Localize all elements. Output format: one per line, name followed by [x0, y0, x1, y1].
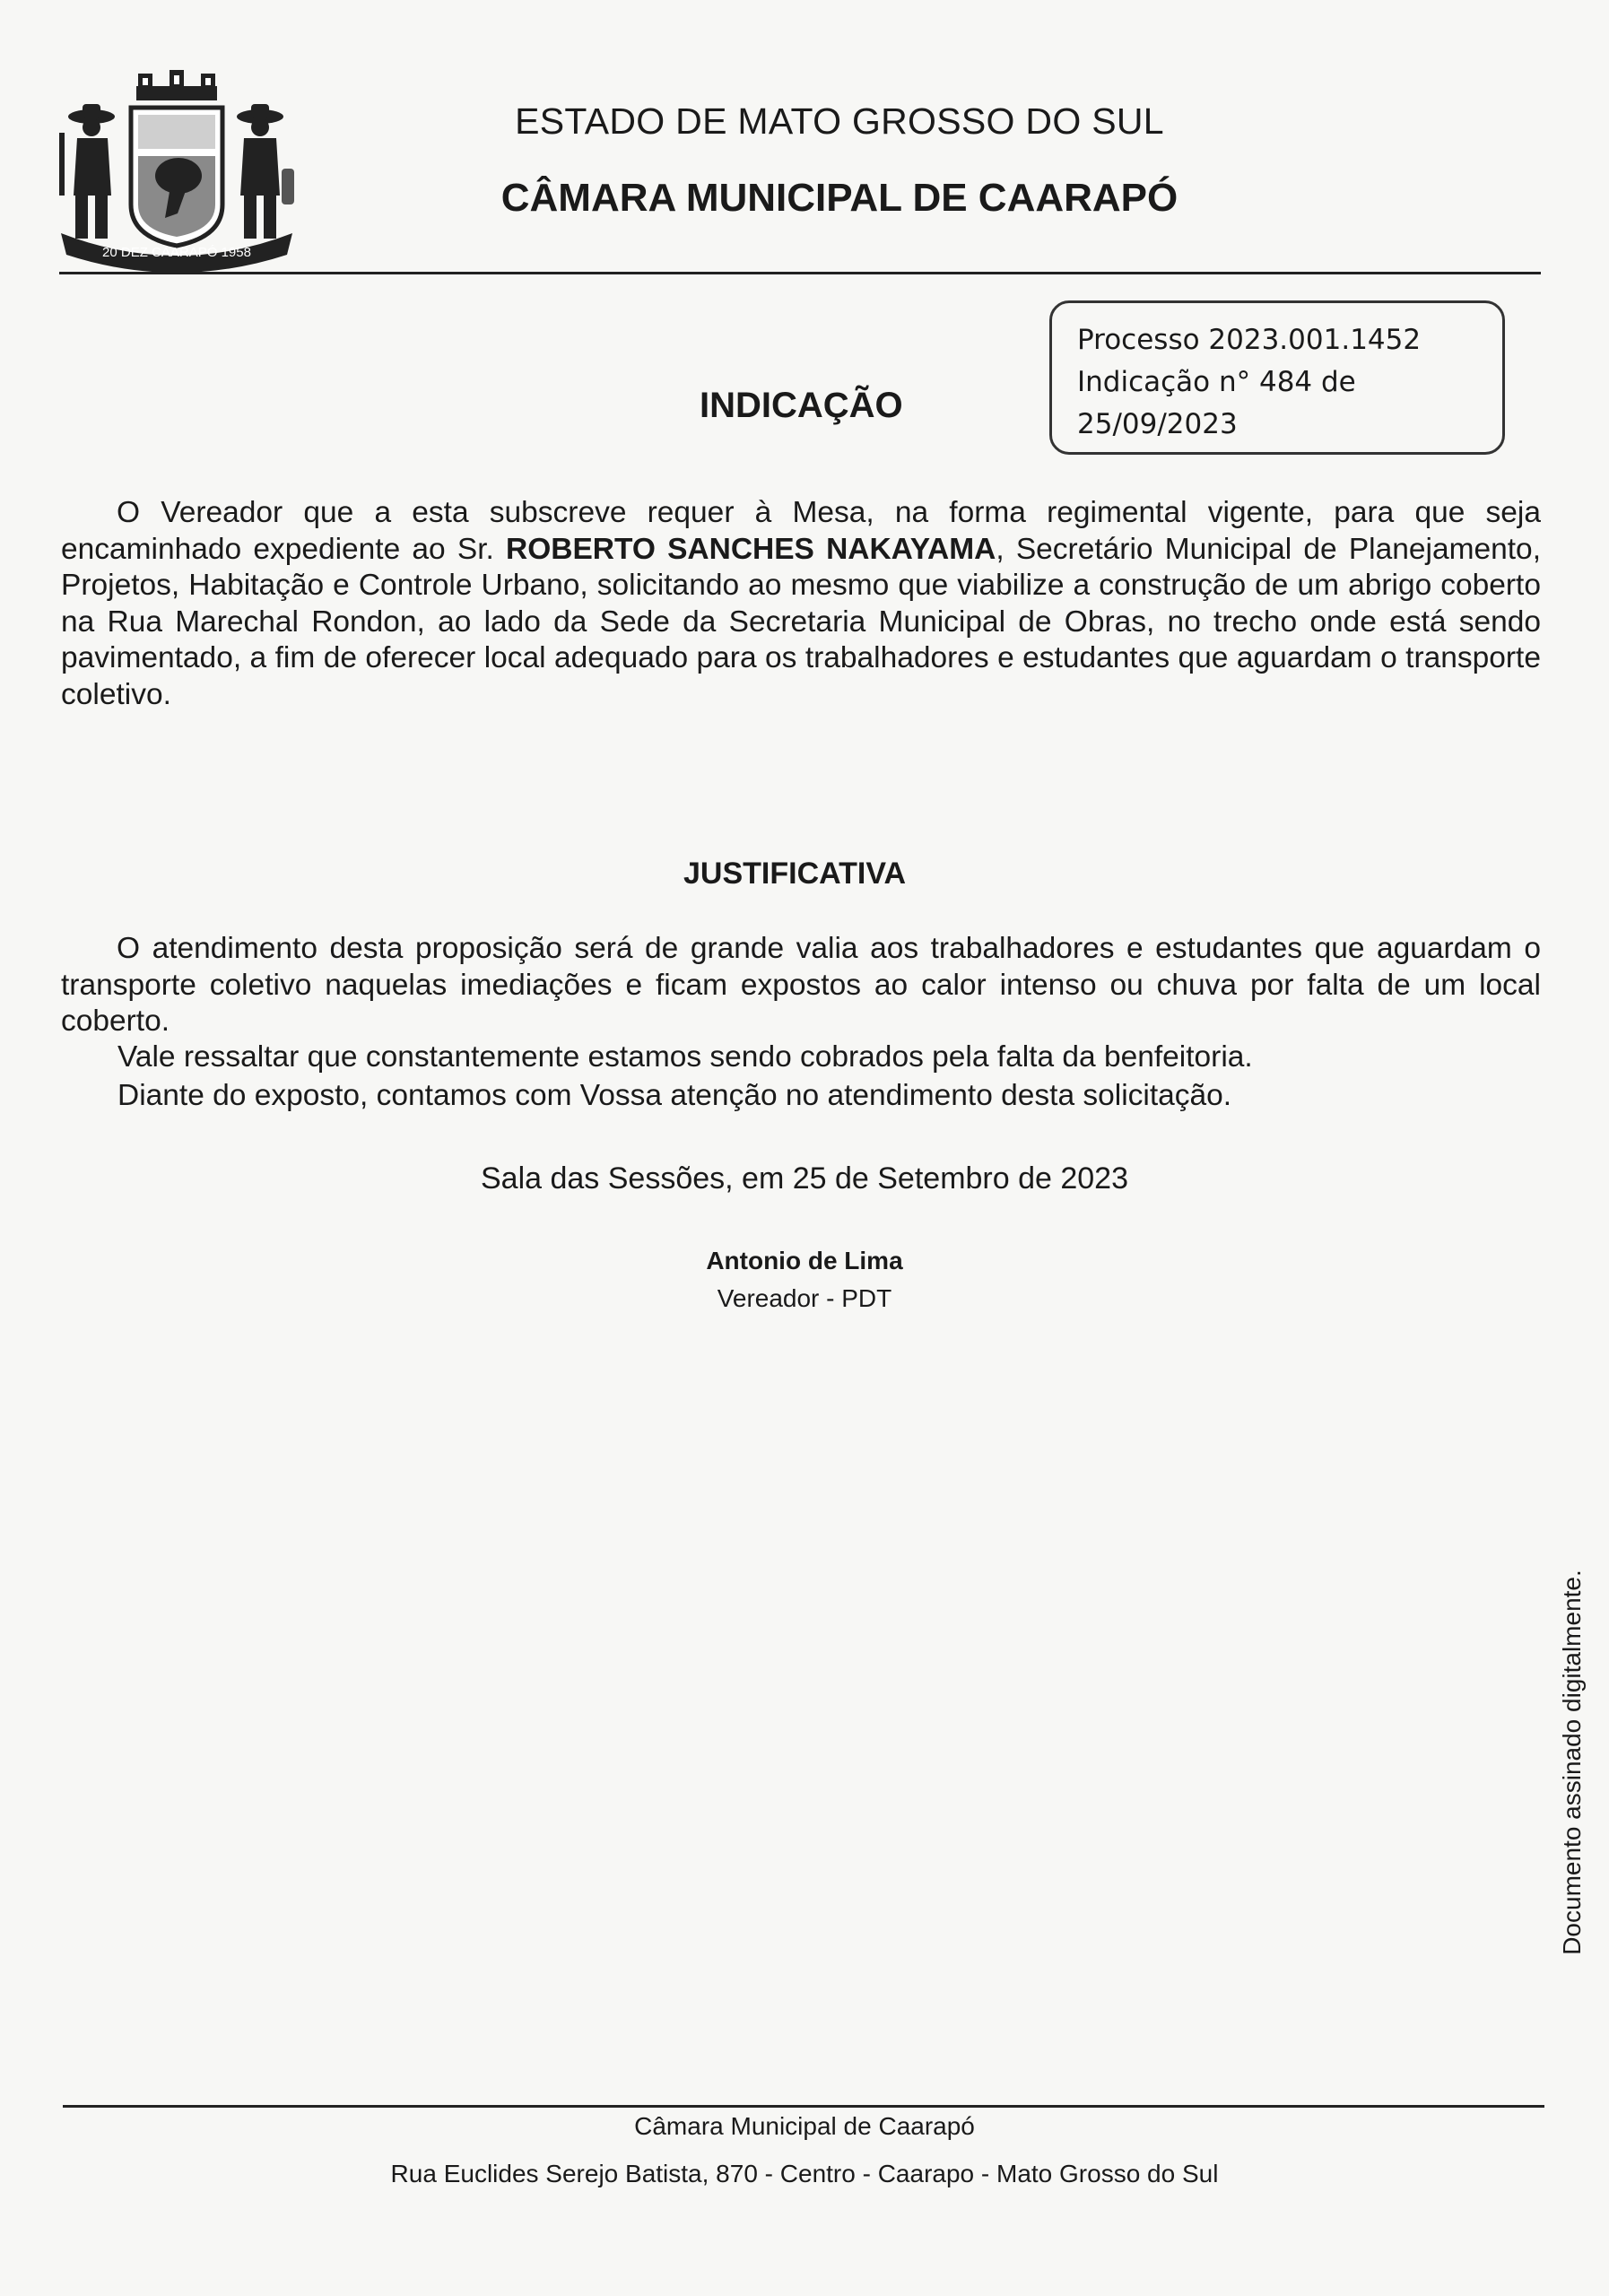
session-date-line: Sala das Sessões, em 25 de Setembro de 2023 — [480, 1161, 1129, 1196]
signer-role: Vereador - PDT — [717, 1284, 892, 1312]
justificativa-title: JUSTIFICATIVA — [683, 857, 907, 891]
process-number: Processo 2023.001.1452 — [1077, 324, 1422, 356]
chamber-heading: CÂMARA MUNICIPAL DE CAARAPÓ — [500, 176, 1178, 220]
justificativa-paragraph-2: Vale ressaltar que constantemente estamos sendo cobrados pela falta da benfeitoria. — [117, 1040, 1253, 1074]
indicacao-body-start: O Vereador que a esta subscreve requer à Mesa, na forma regimental vigente, para que seja encaminhado expediente ao Sr. — [61, 496, 1541, 566]
signer-name: Antonio de Lima — [706, 1247, 903, 1274]
recipient-name: ROBERTO SANCHES NAKAYAMA — [506, 532, 996, 566]
digital-signature-note: Documento assinado digitalmente. — [1558, 1570, 1586, 1955]
process-stamp-box — [1049, 300, 1505, 455]
footer-chamber-name: Câmara Municipal de Caarapó — [634, 2112, 975, 2140]
indicacao-body — [61, 495, 1541, 713]
header-divider — [59, 272, 1541, 274]
state-heading: ESTADO DE MATO GROSSO DO SUL — [515, 100, 1164, 142]
indication-date: 25/09/2023 — [1077, 408, 1238, 440]
crest-ribbon-text: 20 DEZ CAARAPÓ 1958 — [102, 245, 251, 260]
justificativa-paragraph-1: O atendimento desta proposição será de grande valia aos trabalhadores e estudantes que aguardam o transporte coletivo naquelas imediações e ficam expostos ao calor intenso ou chuva por falta de um local coberto. — [61, 932, 1541, 1038]
indication-number: Indicação n° 484 de — [1077, 366, 1356, 398]
indicacao-body-end: , Secretário Municipal de Planejamento, Projetos, Habitação e Controle Urbano, solicitando ao mesmo que viabilize a construção de um abrigo coberto na Rua Marechal Rondon, ao lado da Sede da Secretaria Municipal de Obras, no trecho onde está sendo pavimentado, a fim de oferecer local adequado para os trabalhadores e estudantes que aguardam o transporte coletivo. — [61, 532, 1541, 711]
justificativa-paragraph-3: Diante do exposto, contamos com Vossa atenção no atendimento desta solicitação. — [117, 1079, 1232, 1112]
footer-address: Rua Euclides Serejo Batista, 870 - Centro - Caarapo - Mato Grosso do Sul — [390, 2160, 1219, 2187]
indicacao-title: INDICAÇÃO — [700, 386, 903, 425]
footer-divider — [63, 2105, 1544, 2108]
